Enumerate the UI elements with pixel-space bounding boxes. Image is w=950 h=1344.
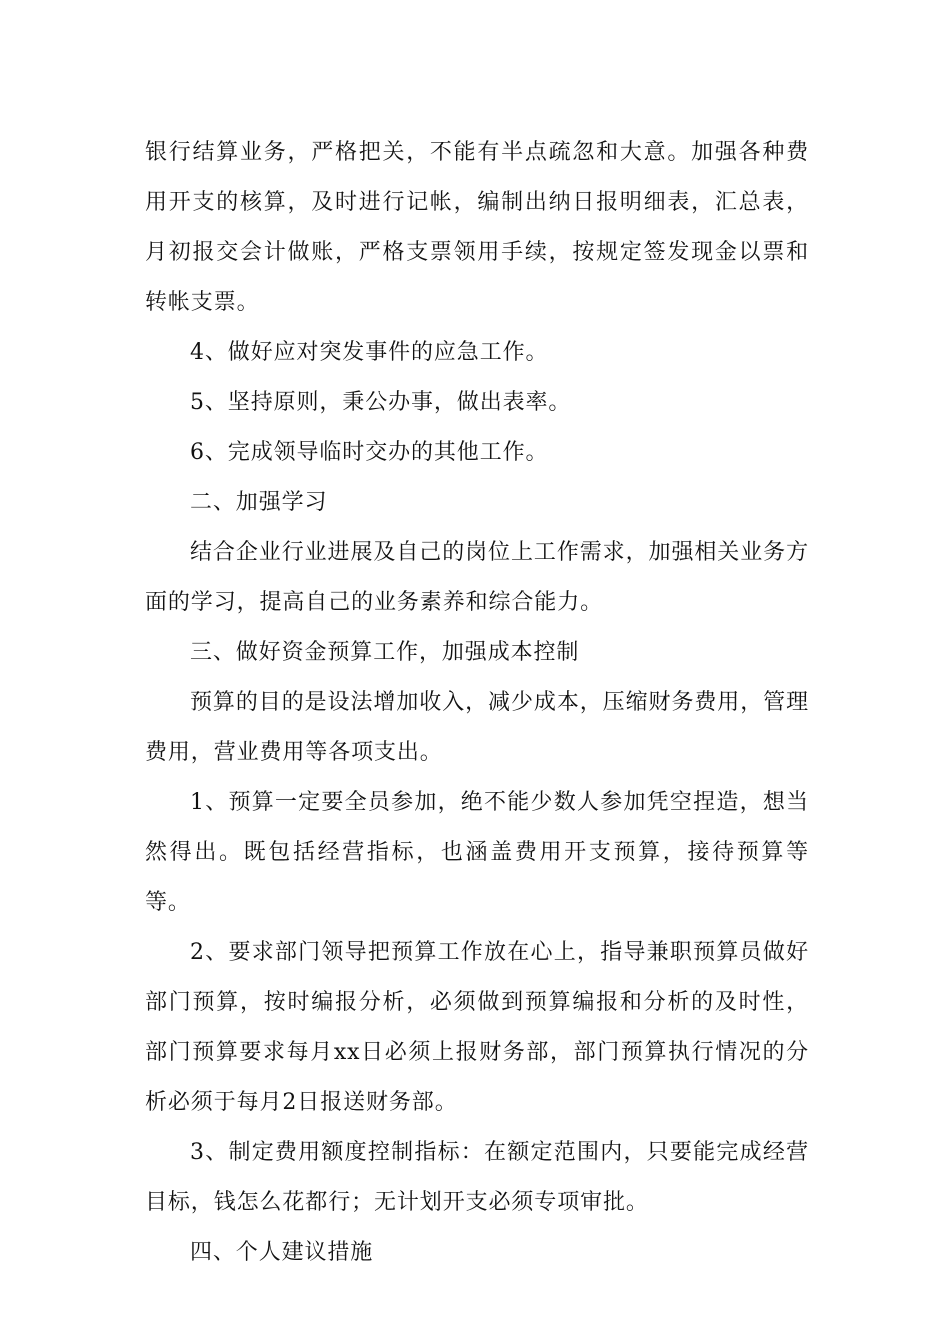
paragraph-learning: 结合企业行业进展及自己的岗位上工作需求，加强相关业务方面的学习，提高自己的业务素养和综合能力。 [145,540,809,615]
paragraph-budget-item-3: 3、制定费用额度控制指标：在额定范围内，只要能完成经营目标，钱怎么花都行；无计划开支必须专项审批。 [145,1140,809,1215]
paragraph-budget-item-1: 1、预算一定要全员参加，绝不能少数人参加凭空捏造，想当然得出。既包括经营指标，也涵盖费用开支预算，接待预算等等。 [145,790,809,915]
section-heading-2: 二、加强学习 [190,490,328,515]
paragraph-budget-purpose: 预算的目的是设法增加收入，减少成本，压缩财务费用，管理费用，营业费用等各项支出。 [145,690,809,765]
section-heading-3: 三、做好资金预算工作，加强成本控制 [190,640,580,665]
paragraph-item-6: 6、完成领导临时交办的其他工作。 [190,440,549,465]
paragraph-item-5: 5、坚持原则，秉公办事，做出表率。 [190,390,572,415]
paragraph-continued-text: 银行结算业务，严格把关，不能有半点疏忽和大意。加强各种费用开支的核算，及时进行记帐，编制出纳日报明细表，汇总表，月初报交会计做账，严格支票领用手续，按规定签发现金以票和转帐支票。 [145,140,809,315]
document-body [145,128,809,1278]
section-heading-4: 四、个人建议措施 [190,1240,374,1265]
paragraph-item-4: 4、做好应对突发事件的应急工作。 [190,340,549,365]
paragraph-budget-item-2: 2、要求部门领导把预算工作放在心上，指导兼职预算员做好部门预算，按时编报分析，必须做到预算编报和分析的及时性，部门预算要求每月xx日必须上报财务部，部门预算执行情况的分析必须于每月2日报送财务部。 [145,940,809,1115]
